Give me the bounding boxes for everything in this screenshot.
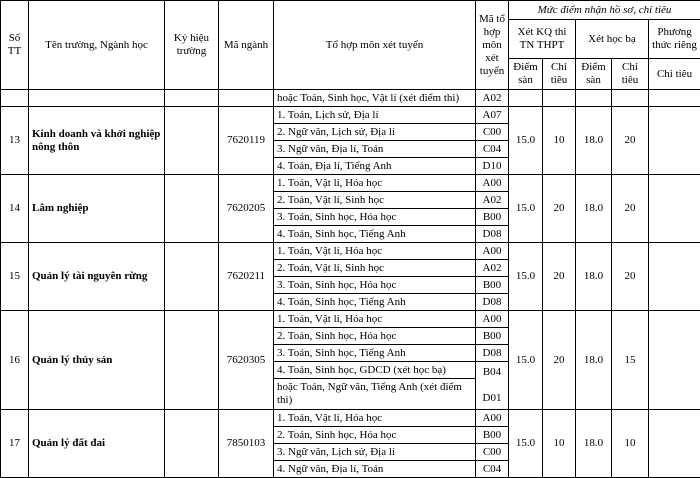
combo-code: A00 [476, 311, 509, 328]
thpt-score: 15.0 [509, 107, 543, 175]
table-row [1, 311, 700, 328]
major-name: Lâm nghiệp [29, 175, 165, 243]
rieng-quota [649, 175, 700, 243]
combo-code: B00 [476, 209, 509, 226]
header-school: Tên trường, Ngành học [29, 1, 165, 90]
header-criteria: Mức điểm nhận hồ sơ, chỉ tiêu [509, 1, 700, 20]
hb-quota: 20 [612, 243, 649, 311]
hb-quota: 20 [612, 175, 649, 243]
combo-code-group [476, 362, 509, 410]
thpt-score: 15.0 [509, 410, 543, 478]
hb-score: 18.0 [576, 311, 612, 410]
combo-subjects: 2. Toán, Vật lí, Sinh học [274, 192, 476, 209]
table-row [1, 107, 700, 124]
major-stt: 16 [1, 311, 29, 410]
hb-score: 18.0 [576, 410, 612, 478]
thpt-quota: 20 [543, 243, 576, 311]
header-hocba: Xét học bạ [576, 20, 649, 59]
combo-subjects: 1. Toán, Vật lí, Hóa học [274, 410, 476, 427]
combo-code: D10 [476, 158, 509, 175]
combo-subjects: hoặc Toán, Ngữ văn, Tiếng Anh (xét điểm thi) [274, 379, 476, 410]
header-combo-code: Mã tổ hợp môn xét tuyển [476, 1, 509, 90]
table-row [1, 175, 700, 192]
combo-subjects: 3. Toán, Sinh học, Hóa học [274, 209, 476, 226]
combo-code: A00 [476, 410, 509, 427]
combo-code: A02 [476, 90, 509, 107]
combo-code: A00 [476, 243, 509, 260]
combo-code: A07 [476, 107, 509, 124]
thpt-quota: 10 [543, 107, 576, 175]
header-combo: Tổ hợp môn xét tuyển [274, 1, 476, 90]
combo-subjects: hoặc Toán, Sinh học, Vật lí (xét điểm thi) [274, 90, 476, 107]
combo-code: A02 [476, 260, 509, 277]
combo-code: B00 [476, 427, 509, 444]
combo-code: D01 [482, 392, 502, 404]
combo-subjects: 4. Toán, Sinh học, GDCD (xét học bạ) [274, 362, 476, 379]
major-code: 7620205 [219, 175, 274, 243]
combo-code: B00 [476, 277, 509, 294]
combo-subjects: 1. Toán, Vật lí, Hóa học [274, 175, 476, 192]
combo-subjects: 2. Toán, Sinh học, Hóa học [274, 328, 476, 345]
combo-subjects: 3. Ngữ văn, Địa lí, Toán [274, 141, 476, 158]
thpt-quota: 20 [543, 175, 576, 243]
combo-code: D08 [476, 345, 509, 362]
hb-quota: 15 [612, 311, 649, 410]
header-rieng: Phương thức riêng [649, 20, 700, 59]
table-row [1, 243, 700, 260]
major-name: Quản lý đất đai [29, 410, 165, 478]
major-code: 7620119 [219, 107, 274, 175]
combo-code: C00 [476, 444, 509, 461]
combo-subjects: 2. Ngữ văn, Lịch sử, Địa lí [274, 124, 476, 141]
thpt-score: 15.0 [509, 311, 543, 410]
combo-code: C04 [476, 461, 509, 478]
combo-code: C04 [476, 141, 509, 158]
header-hb-score: Điểm sàn [576, 59, 612, 90]
combo-subjects: 1. Toán, Vật lí, Hóa học [274, 243, 476, 260]
combo-code: A02 [476, 192, 509, 209]
hb-quota: 20 [612, 107, 649, 175]
header-thpt: Xét KQ thi TN THPT [509, 20, 576, 59]
hb-score: 18.0 [576, 107, 612, 175]
header-stt: Số TT [1, 1, 29, 90]
hb-quota: 10 [612, 410, 649, 478]
combo-subjects: 4. Toán, Sinh học, Tiếng Anh [274, 294, 476, 311]
combo-subjects: 3. Toán, Sinh học, Hóa học [274, 277, 476, 294]
major-code: 7850103 [219, 410, 274, 478]
header-code: Mã ngành [219, 1, 274, 90]
major-stt: 14 [1, 175, 29, 243]
combo-subjects: 3. Toán, Sinh học, Tiếng Anh [274, 345, 476, 362]
major-code: 7620211 [219, 243, 274, 311]
header-thpt-score: Điểm sàn [509, 59, 543, 90]
combo-code: B04 [482, 366, 502, 378]
combo-subjects: 4. Toán, Địa lí, Tiếng Anh [274, 158, 476, 175]
combo-code: A00 [476, 175, 509, 192]
combo-subjects: 1. Toán, Lịch sử, Địa lí [274, 107, 476, 124]
major-stt: 17 [1, 410, 29, 478]
thpt-quota: 20 [543, 311, 576, 410]
hb-score: 18.0 [576, 243, 612, 311]
rieng-quota [649, 107, 700, 175]
header-thpt-quota: Chỉ tiêu [543, 59, 576, 90]
header-hb-quota: Chỉ tiêu [612, 59, 649, 90]
combo-code: C00 [476, 124, 509, 141]
hb-score: 18.0 [576, 175, 612, 243]
combo-subjects: 4. Toán, Sinh học, Tiếng Anh [274, 226, 476, 243]
combo-code: B00 [476, 328, 509, 345]
major-stt: 15 [1, 243, 29, 311]
combo-subjects: 1. Toán, Vật lí, Hóa học [274, 311, 476, 328]
table-row [1, 90, 700, 107]
header-rieng-quota: Chỉ tiêu [649, 59, 700, 90]
combo-code: D08 [476, 226, 509, 243]
major-code: 7620305 [219, 311, 274, 410]
combo-subjects: 4. Ngữ văn, Địa lí, Toán [274, 461, 476, 478]
thpt-score: 15.0 [509, 243, 543, 311]
thpt-quota: 10 [543, 410, 576, 478]
rieng-quota [649, 243, 700, 311]
header-symbol: Ký hiệu trường [165, 1, 219, 90]
rieng-quota [649, 311, 700, 410]
table-row [1, 410, 700, 427]
combo-subjects: 2. Toán, Vật lí, Sinh học [274, 260, 476, 277]
major-name: Kinh doanh và khởi nghiệp nông thôn [29, 107, 165, 175]
major-name: Quản lý tài nguyên rừng [29, 243, 165, 311]
combo-code: D08 [476, 294, 509, 311]
major-stt: 13 [1, 107, 29, 175]
combo-subjects: 2. Toán, Sinh học, Hóa học [274, 427, 476, 444]
thpt-score: 15.0 [509, 175, 543, 243]
combo-subjects: 3. Ngữ văn, Lịch sử, Địa lí [274, 444, 476, 461]
major-name: Quản lý thủy sản [29, 311, 165, 410]
rieng-quota [649, 410, 700, 478]
